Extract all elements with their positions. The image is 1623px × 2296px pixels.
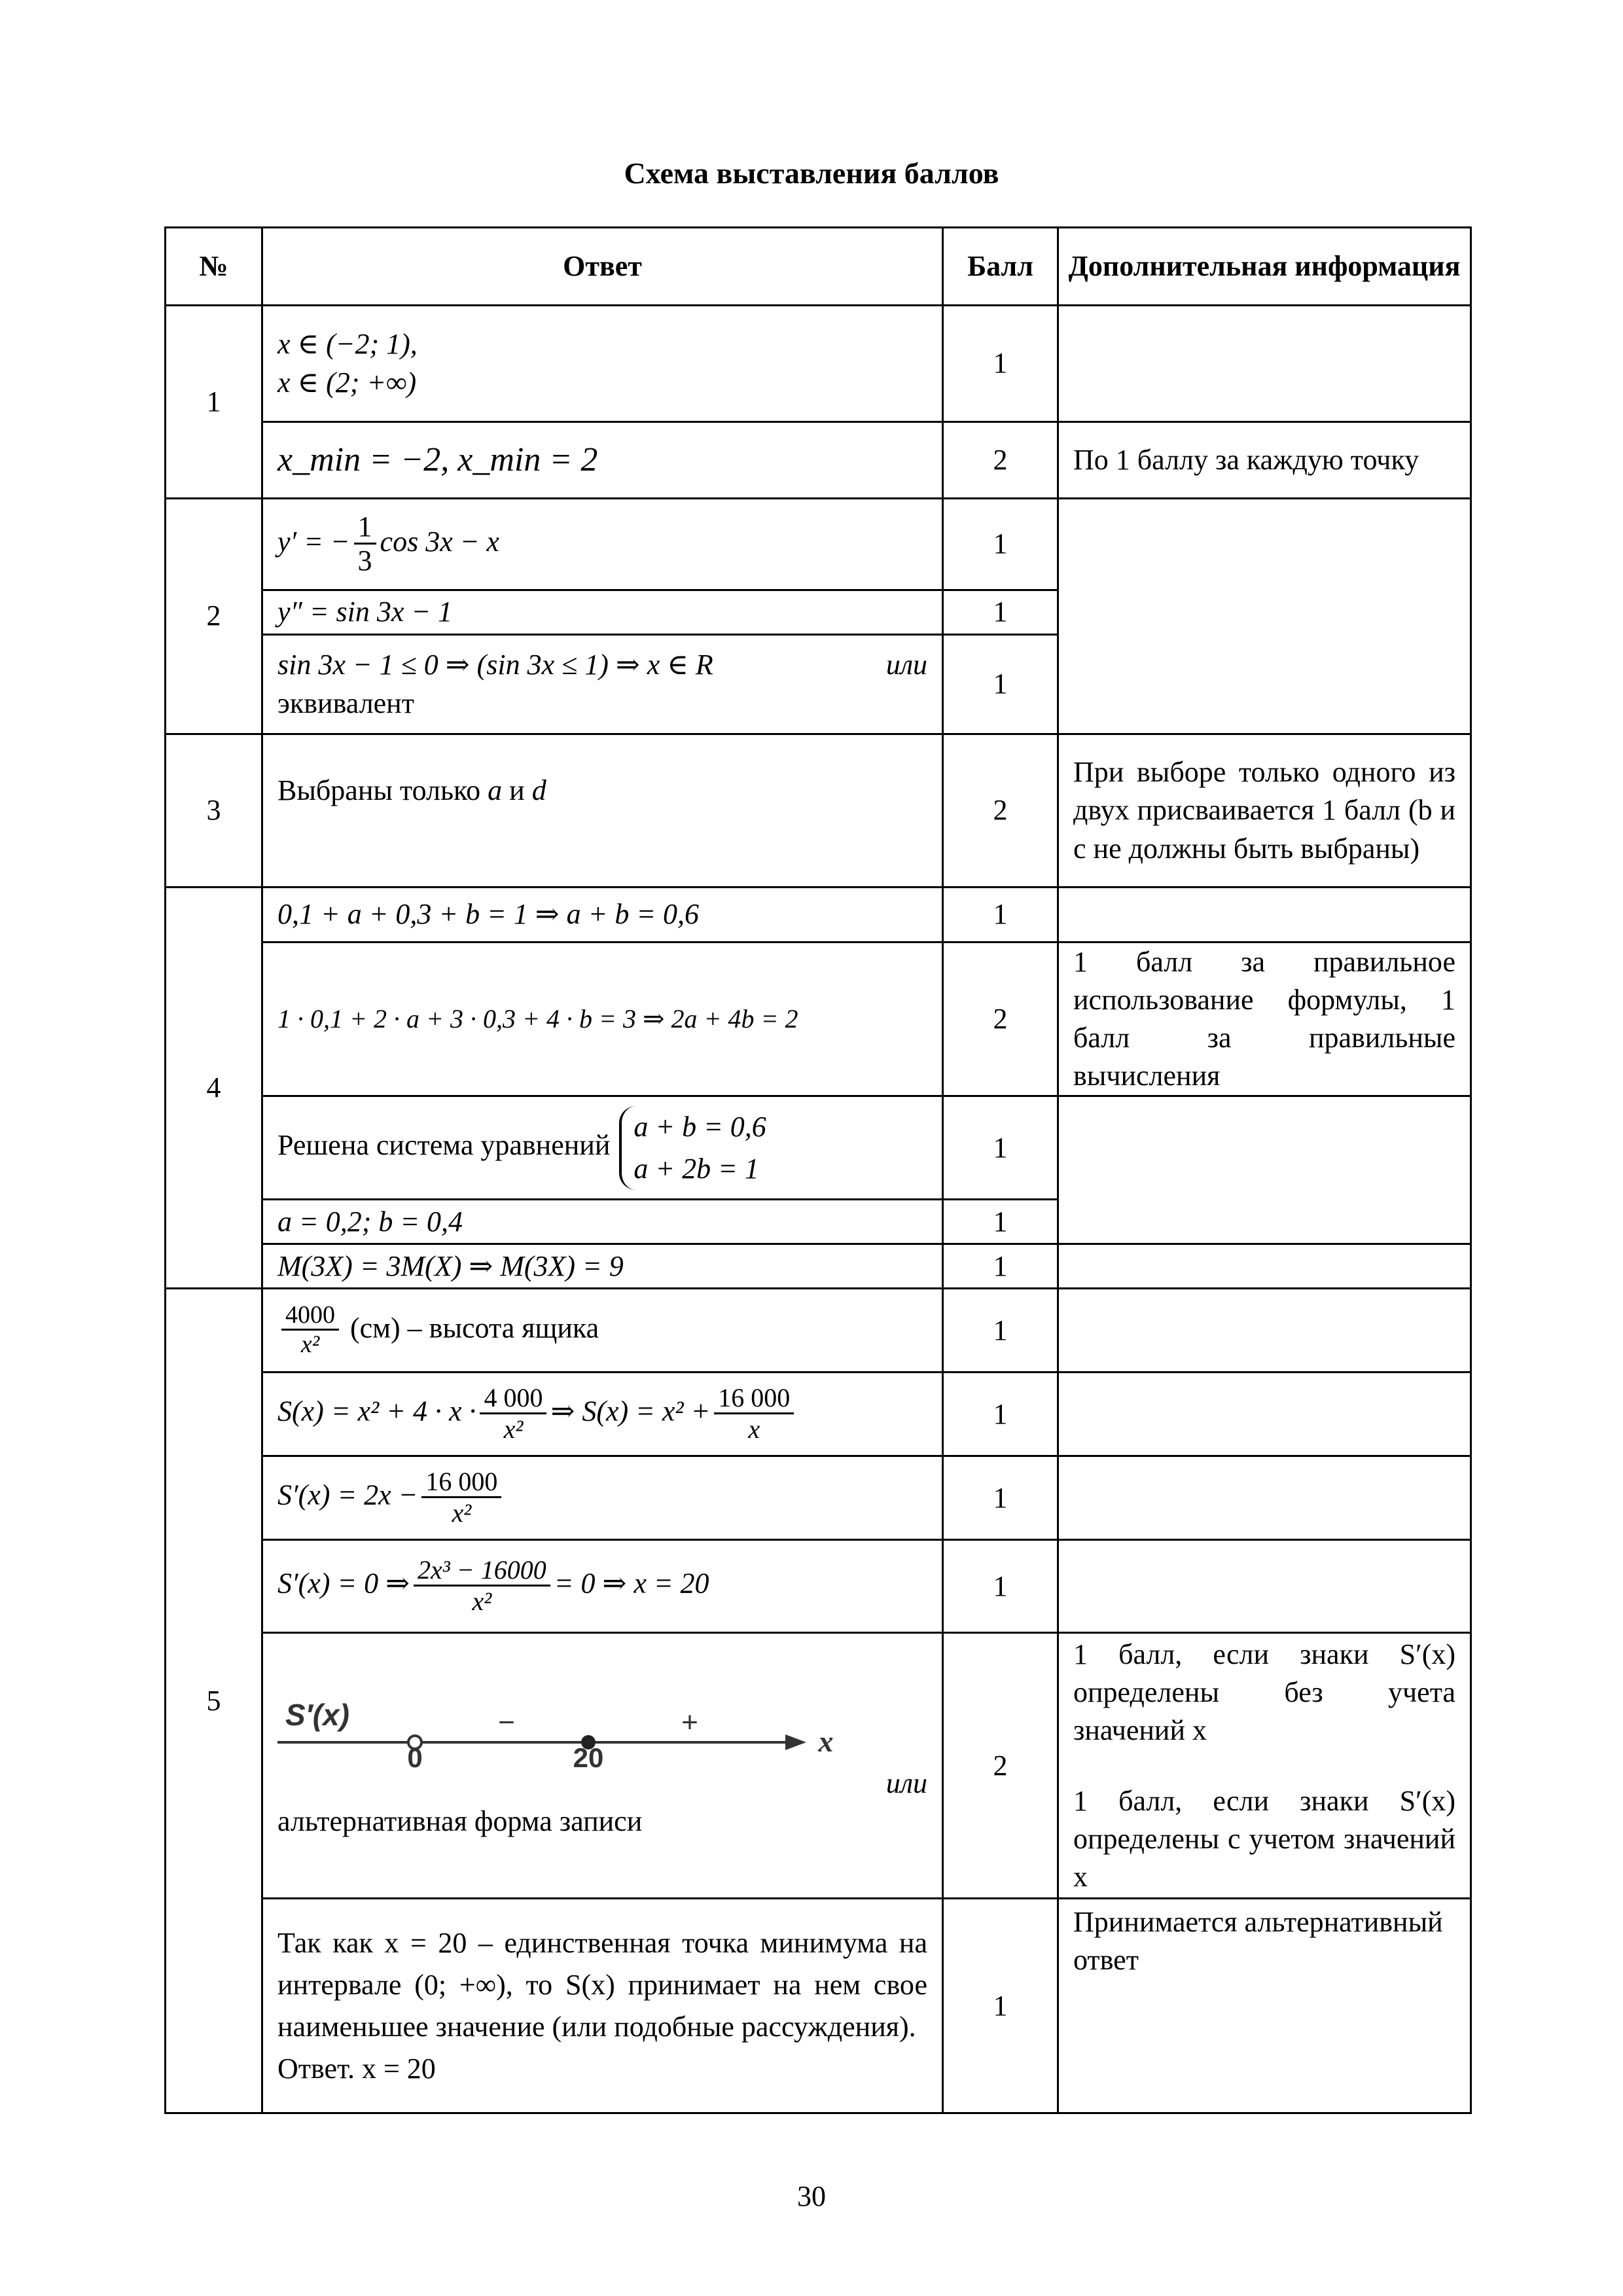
variable-label: x — [818, 1724, 834, 1758]
equation: a + b = 0,6 — [633, 1111, 766, 1143]
table-row — [166, 422, 1471, 499]
tick-label: 20 — [573, 1742, 604, 1770]
table-row — [166, 1372, 1471, 1456]
answer-cell — [262, 499, 943, 590]
points-cell: 1 — [943, 1244, 1058, 1289]
points-cell: 2 — [943, 422, 1058, 499]
info-cell: 1 балл за правильное использование формулы, 1 балл за правильные вычисления — [1058, 942, 1471, 1096]
answer-cell: a = 0,2; b = 0,4 — [262, 1200, 943, 1244]
table-row — [166, 1540, 1471, 1633]
points-cell: 1 — [943, 1289, 1058, 1372]
fraction-denominator: 3 — [357, 544, 372, 577]
fraction-denominator: x² — [300, 1331, 320, 1359]
answer-text: Ответ. x = 20 — [277, 2052, 436, 2085]
fraction-numerator: 4 000 — [480, 1384, 546, 1414]
points-cell: 1 — [943, 1372, 1058, 1456]
points-cell: 1 — [943, 590, 1058, 635]
fraction — [354, 511, 376, 578]
fraction — [714, 1384, 794, 1444]
points-cell: 2 — [943, 1633, 1058, 1899]
fraction — [414, 1556, 550, 1617]
info-cell — [1058, 1540, 1471, 1633]
formula: sin 3x − 1 ≤ 0 ⇒ (sin 3x ≤ 1) ⇒ x ∈ R — [277, 649, 713, 681]
task-number: 1 — [166, 306, 262, 499]
info-cell — [1058, 888, 1471, 942]
info-cell — [1058, 1096, 1471, 1244]
fraction-numerator: 16 000 — [421, 1467, 501, 1498]
page-title: Схема выставления баллов — [624, 156, 999, 190]
header-points: Балл — [943, 228, 1058, 306]
task-number: 4 — [166, 888, 262, 1289]
tick-label: 0 — [407, 1742, 423, 1770]
answer-cell — [262, 1540, 943, 1633]
info-cell — [1058, 1289, 1471, 1372]
fraction-numerator: 16 000 — [714, 1384, 794, 1414]
header-info: Дополнительная информация — [1058, 228, 1471, 306]
points-cell: 1 — [943, 1456, 1058, 1540]
answer-text: эквивалент — [277, 687, 414, 719]
answer-cell — [262, 1633, 943, 1899]
answer-text: Выбраны только — [277, 774, 481, 806]
header-row — [166, 228, 1471, 306]
points-cell: 2 — [943, 734, 1058, 888]
answer-line: x ∈ (2; +∞) — [277, 366, 417, 399]
minus-sign: − — [498, 1706, 515, 1738]
fraction-numerator: 1 — [354, 511, 376, 545]
or-word: или — [885, 1767, 927, 1799]
points-cell: 1 — [943, 1899, 1058, 2113]
info-cell — [1058, 306, 1471, 422]
table-row — [166, 1456, 1471, 1540]
number-line-graphic — [277, 1691, 840, 1770]
info-cell — [1058, 1372, 1471, 1456]
formula-part: S(x) = x² + 4 · x · — [277, 1395, 476, 1427]
info-cell: При выборе только одного из двух присваивается 1 балл (b и c не должны быть выбраны) — [1058, 734, 1471, 888]
info-text: 1 балл, если знаки S′(x) определены с учетом значений x — [1073, 1784, 1455, 1893]
answer-cell: 0,1 + a + 0,3 + b = 1 ⇒ a + b = 0,6 — [262, 888, 943, 942]
task-number: 5 — [166, 1289, 262, 2113]
table-row — [166, 1289, 1471, 1372]
formula-part: cos 3x − x — [380, 525, 499, 558]
fraction-numerator: 4000 — [281, 1302, 339, 1331]
info-cell: Принимается альтернативный ответ — [1058, 1899, 1471, 2113]
or-word: или — [885, 649, 927, 681]
points-cell: 1 — [943, 635, 1058, 734]
sign-number-line — [277, 1691, 927, 1770]
info-cell — [1058, 1633, 1471, 1899]
answer-cell — [262, 1096, 943, 1200]
axis-label: S′(x) — [285, 1697, 349, 1732]
points-cell: 1 — [943, 888, 1058, 942]
table-row — [166, 888, 1471, 942]
table-row — [166, 1096, 1471, 1200]
fraction — [480, 1384, 546, 1444]
and-word: и — [509, 774, 525, 806]
points-cell: 1 — [943, 1200, 1058, 1244]
table-row — [166, 734, 1471, 888]
table-row — [166, 942, 1471, 1096]
points-cell: 1 — [943, 499, 1058, 590]
formula-part: = 0 ⇒ x = 20 — [554, 1567, 709, 1600]
header-answer: Ответ — [262, 228, 943, 306]
info-cell — [1058, 1456, 1471, 1540]
table-row — [166, 1244, 1471, 1289]
scoring-table — [164, 226, 1472, 2114]
fraction-denominator: x² — [452, 1498, 472, 1528]
header-num: № — [166, 228, 262, 306]
answer-cell — [262, 1289, 943, 1372]
points-cell: 1 — [943, 1540, 1058, 1633]
fraction-numerator: 2x³ − 16000 — [414, 1556, 550, 1587]
answer-cell — [262, 306, 943, 422]
table-row — [166, 499, 1471, 590]
formula-part: S′(x) = 0 ⇒ — [277, 1567, 410, 1600]
arrow-head-icon — [785, 1734, 806, 1750]
answer-text: альтернативная форма записи — [277, 1804, 643, 1837]
equation: a + 2b = 1 — [633, 1152, 759, 1185]
fraction — [281, 1302, 339, 1359]
info-cell: По 1 баллу за каждую точку — [1058, 422, 1471, 499]
option-d: d — [531, 774, 546, 806]
answer-cell — [262, 1372, 943, 1456]
option-a: a — [488, 774, 503, 806]
task-number: 3 — [166, 734, 262, 888]
answer-cell — [262, 1899, 943, 2113]
plus-sign: + — [681, 1706, 698, 1738]
formula-part: y′ = − — [277, 525, 350, 558]
answer-cell: x_min = −2, x_min = 2 — [262, 422, 943, 499]
points-cell: 1 — [943, 306, 1058, 422]
answer-cell — [262, 635, 943, 734]
formula-part: ⇒ S(x) = x² + — [550, 1395, 711, 1427]
answer-cell — [262, 1456, 943, 1540]
fraction — [421, 1467, 501, 1528]
equation-system — [619, 1106, 766, 1190]
answer-line: x ∈ (−2; 1), — [277, 328, 418, 361]
info-text: 1 балл, если знаки S′(x) определены без учета значений x — [1073, 1638, 1455, 1746]
page-number: 30 — [797, 2180, 826, 2212]
answer-cell: 1 · 0,1 + 2 · a + 3 · 0,3 + 4 · b = 3 ⇒ 2a + 4b = 2 — [262, 942, 943, 1096]
answer-text: Так как x = 20 – единственная точка минимума на интервале (0; +∞), то S(x) принимает на нем свое наименьшее значение (или подобные рассуждения). — [277, 1927, 927, 2043]
task-number: 2 — [166, 499, 262, 734]
info-cell — [1058, 1244, 1471, 1289]
answer-cell: y″ = sin 3x − 1 — [262, 590, 943, 635]
answer-text: (см) – высота ящика — [350, 1311, 599, 1344]
table-row — [166, 306, 1471, 422]
points-cell: 1 — [943, 1096, 1058, 1200]
formula-part: S′(x) = 2x − — [277, 1479, 418, 1511]
answer-cell: M(3X) = 3M(X) ⇒ M(3X) = 9 — [262, 1244, 943, 1289]
fraction-denominator: x² — [472, 1587, 492, 1617]
table-row — [166, 1633, 1471, 1899]
answer-text: Решена система уравнений — [277, 1128, 611, 1161]
fraction-denominator: x — [748, 1414, 760, 1444]
fraction-denominator: x² — [503, 1414, 524, 1444]
info-cell — [1058, 499, 1471, 734]
points-cell: 2 — [943, 942, 1058, 1096]
answer-cell — [262, 734, 943, 888]
table-row — [166, 1899, 1471, 2113]
